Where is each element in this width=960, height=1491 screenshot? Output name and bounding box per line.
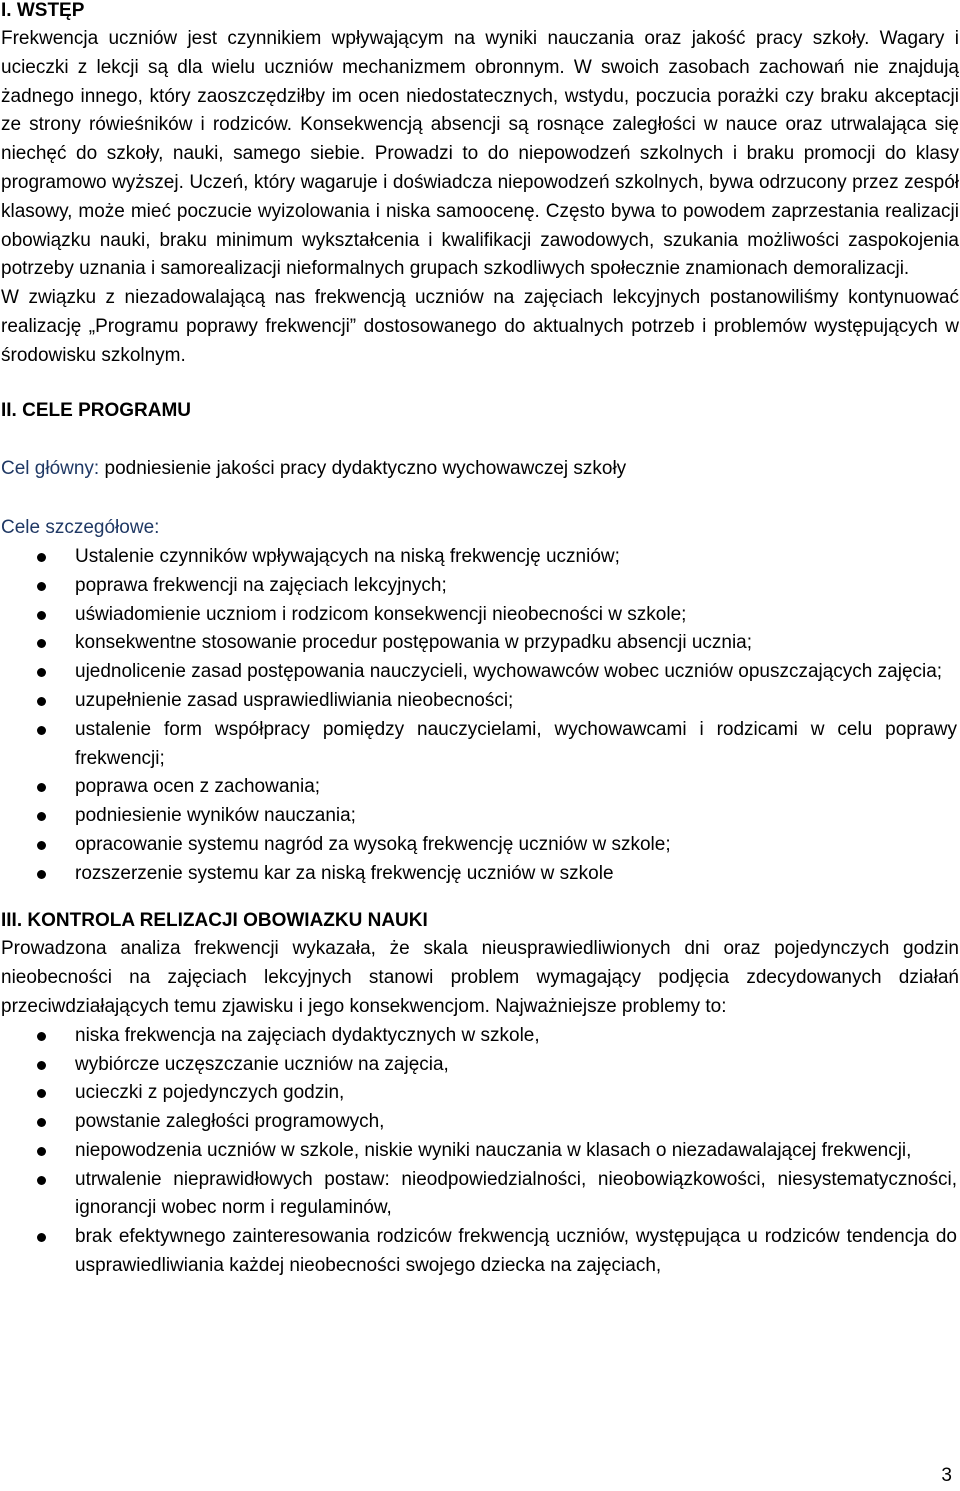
bullet-icon <box>37 870 46 879</box>
problem-item-text: niska frekwencja na zajęciach dydaktycznych w szkole, <box>75 1024 540 1046</box>
bullet-icon <box>37 668 46 677</box>
page-number: 3 <box>941 1465 952 1486</box>
bullet-icon <box>37 553 46 562</box>
bullet-icon <box>37 582 46 591</box>
bullet-icon <box>37 783 46 792</box>
bullet-icon <box>37 1233 46 1242</box>
section-1-paragraph-2: W związku z niezadowalającą nas frekwencją uczniów na zajęciach lekcyjnych postanowiliśmy kontynuować realizację „Programu poprawy frekwencji” dostosowanego do aktualnych potrzeb i problemów występujących w środowisku szkolnym. <box>1 287 959 366</box>
bullet-icon <box>37 697 46 706</box>
section-2-heading: II. CELE PROGRAMU <box>1 399 192 421</box>
section-3-paragraph: Prowadzona analiza frekwencji wykazała, że skala nieusprawiedliwionych dni oraz pojedynczych godzin nieobecności na zajęciach lekcyjnych stanowi problem wymagający podjęcia zdecydowanych działań przeciwdziałających temu zjawisku i jego konsekwencjom. Najważniejsze problemy to: <box>1 938 959 1017</box>
problem-item <box>1 1166 959 1224</box>
bullet-icon <box>37 1089 46 1098</box>
bullet-icon <box>37 1176 46 1185</box>
problem-item <box>1 1079 959 1108</box>
problem-item <box>1 1022 959 1051</box>
spacer <box>1 425 959 455</box>
goal-item <box>1 572 959 601</box>
specific-goals-list <box>1 543 959 889</box>
spacer <box>1 889 959 907</box>
bullet-icon <box>37 812 46 821</box>
problem-item <box>1 1108 959 1137</box>
goal-item <box>1 658 959 687</box>
bullet-icon <box>37 726 46 735</box>
goal-item <box>1 831 959 860</box>
problem-item-text: wybiórcze uczęszczanie uczniów na zajęcia, <box>75 1053 449 1075</box>
main-goal <box>1 455 959 484</box>
goal-item <box>1 802 959 831</box>
goal-item-text: ustalenie form współpracy pomiędzy nauczycielami, wychowawcami i rodzicami w celu poprawy frekwencji; <box>75 718 957 769</box>
goal-item <box>1 860 959 889</box>
problem-item-text: ucieczki z pojedynczych godzin, <box>75 1082 345 1104</box>
goal-item-text: Ustalenie czynników wpływających na niską frekwencję uczniów; <box>75 545 620 567</box>
goal-item <box>1 601 959 630</box>
spacer <box>1 484 959 514</box>
problem-item <box>1 1051 959 1080</box>
goal-item-text: opracowanie systemu nagród za wysoką frekwencję uczniów w szkole; <box>75 833 671 855</box>
main-goal-label: Cel główny: <box>1 458 100 480</box>
goal-item-text: podniesienie wyników nauczania; <box>75 805 356 827</box>
problem-item <box>1 1137 959 1166</box>
bullet-icon <box>37 1118 46 1127</box>
goal-item <box>1 773 959 802</box>
goal-item <box>1 543 959 572</box>
goal-item-text: poprawa frekwencji na zajęciach lekcyjnych; <box>75 574 447 596</box>
bullet-icon <box>37 1032 46 1041</box>
goal-item-text: ujednolicenie zasad postępowania nauczycieli, wychowawców wobec uczniów opuszczających zajęcia; <box>75 661 943 683</box>
bullet-icon <box>37 639 46 648</box>
problem-item-text: brak efektywnego zainteresowania rodziców frekwencją uczniów, występująca u rodziców tendencja do usprawiedliwiania każdej nieobecności swojego dziecka na zajęciach, <box>75 1226 957 1277</box>
goal-item-text: uświadomienie uczniom i rodzicom konsekwencji nieobecności w szkole; <box>75 603 687 625</box>
problems-list <box>1 1022 959 1281</box>
goal-item-text: konsekwentne stosowanie procedur postępowania w przypadku absencji ucznia; <box>75 632 753 654</box>
goal-item-text: rozszerzenie systemu kar za niską frekwencję uczniów w szkole <box>75 862 614 884</box>
section-1-paragraph-1: Frekwencja uczniów jest czynnikiem wpływającym na wyniki nauczania oraz jakość pracy szkoły. Wagary i ucieczki z lekcji są dla wielu uczniów mechanizmem obronnym. W swoich zasobach zachowań nie znajdują żadnego innego, który zaoszczędziłby im ocen niedostatecznych, wstydu, poczucia porażki czy braku akceptacji ze strony rówieśników i rodziców. Konsekwencją absencji są rosnące zaległości w nauce oraz utrwalająca się niechęć do szkoły, nauki, samego siebie. Prowadzi to do niepowodzeń szkolnych i braku promocji do klasy programowo wyższej. Uczeń, który wagaruje i doświadcza niepowodzeń szkolnych, bywa odrzucony przez zespół klasowy, może mieć poczucie wyizolowania i niska samoocenę. Często bywa to powodem zaprzestania realizacji obowiązku nauki, braku minimum wykształcenia i kwalifikacji zawodowych, szukania możliwości zaspokojenia potrzeby uznania i samorealizacji nieformalnych grupach szkodliwych społecznie znamionach demoralizacji. <box>1 28 959 280</box>
goal-item <box>1 687 959 716</box>
main-goal-text: podniesienie jakości pracy dydaktyczno wychowawczej szkoły <box>99 458 627 480</box>
problem-item <box>1 1223 959 1281</box>
problem-item-text: niepowodzenia uczniów w szkole, niskie wyniki nauczania w klasach o niezadawalającej frekwencji, <box>75 1139 912 1161</box>
goal-item-text: poprawa ocen z zachowania; <box>75 776 321 798</box>
problem-item-text: utrwalenie nieprawidłowych postaw: nieodpowiedzialności, nieobowiązkowości, niesystematyczności, ignorancji wobec norm i regulaminów, <box>75 1168 957 1219</box>
section-1-heading: I. WSTĘP <box>1 0 85 21</box>
specific-goals-label: Cele szczegółowe: <box>1 517 160 539</box>
bullet-icon <box>37 611 46 620</box>
spacer <box>1 371 959 397</box>
goal-item <box>1 629 959 658</box>
problem-item-text: powstanie zaległości programowych, <box>75 1111 385 1133</box>
bullet-icon <box>37 1147 46 1156</box>
goal-item-text: uzupełnienie zasad usprawiedliwiania nieobecności; <box>75 689 514 711</box>
bullet-icon <box>37 1061 46 1070</box>
goal-item <box>1 716 959 774</box>
section-3-heading: III. KONTROLA RELIZACJI OBOWIAZKU NAUKI <box>1 909 428 931</box>
bullet-icon <box>37 841 46 850</box>
